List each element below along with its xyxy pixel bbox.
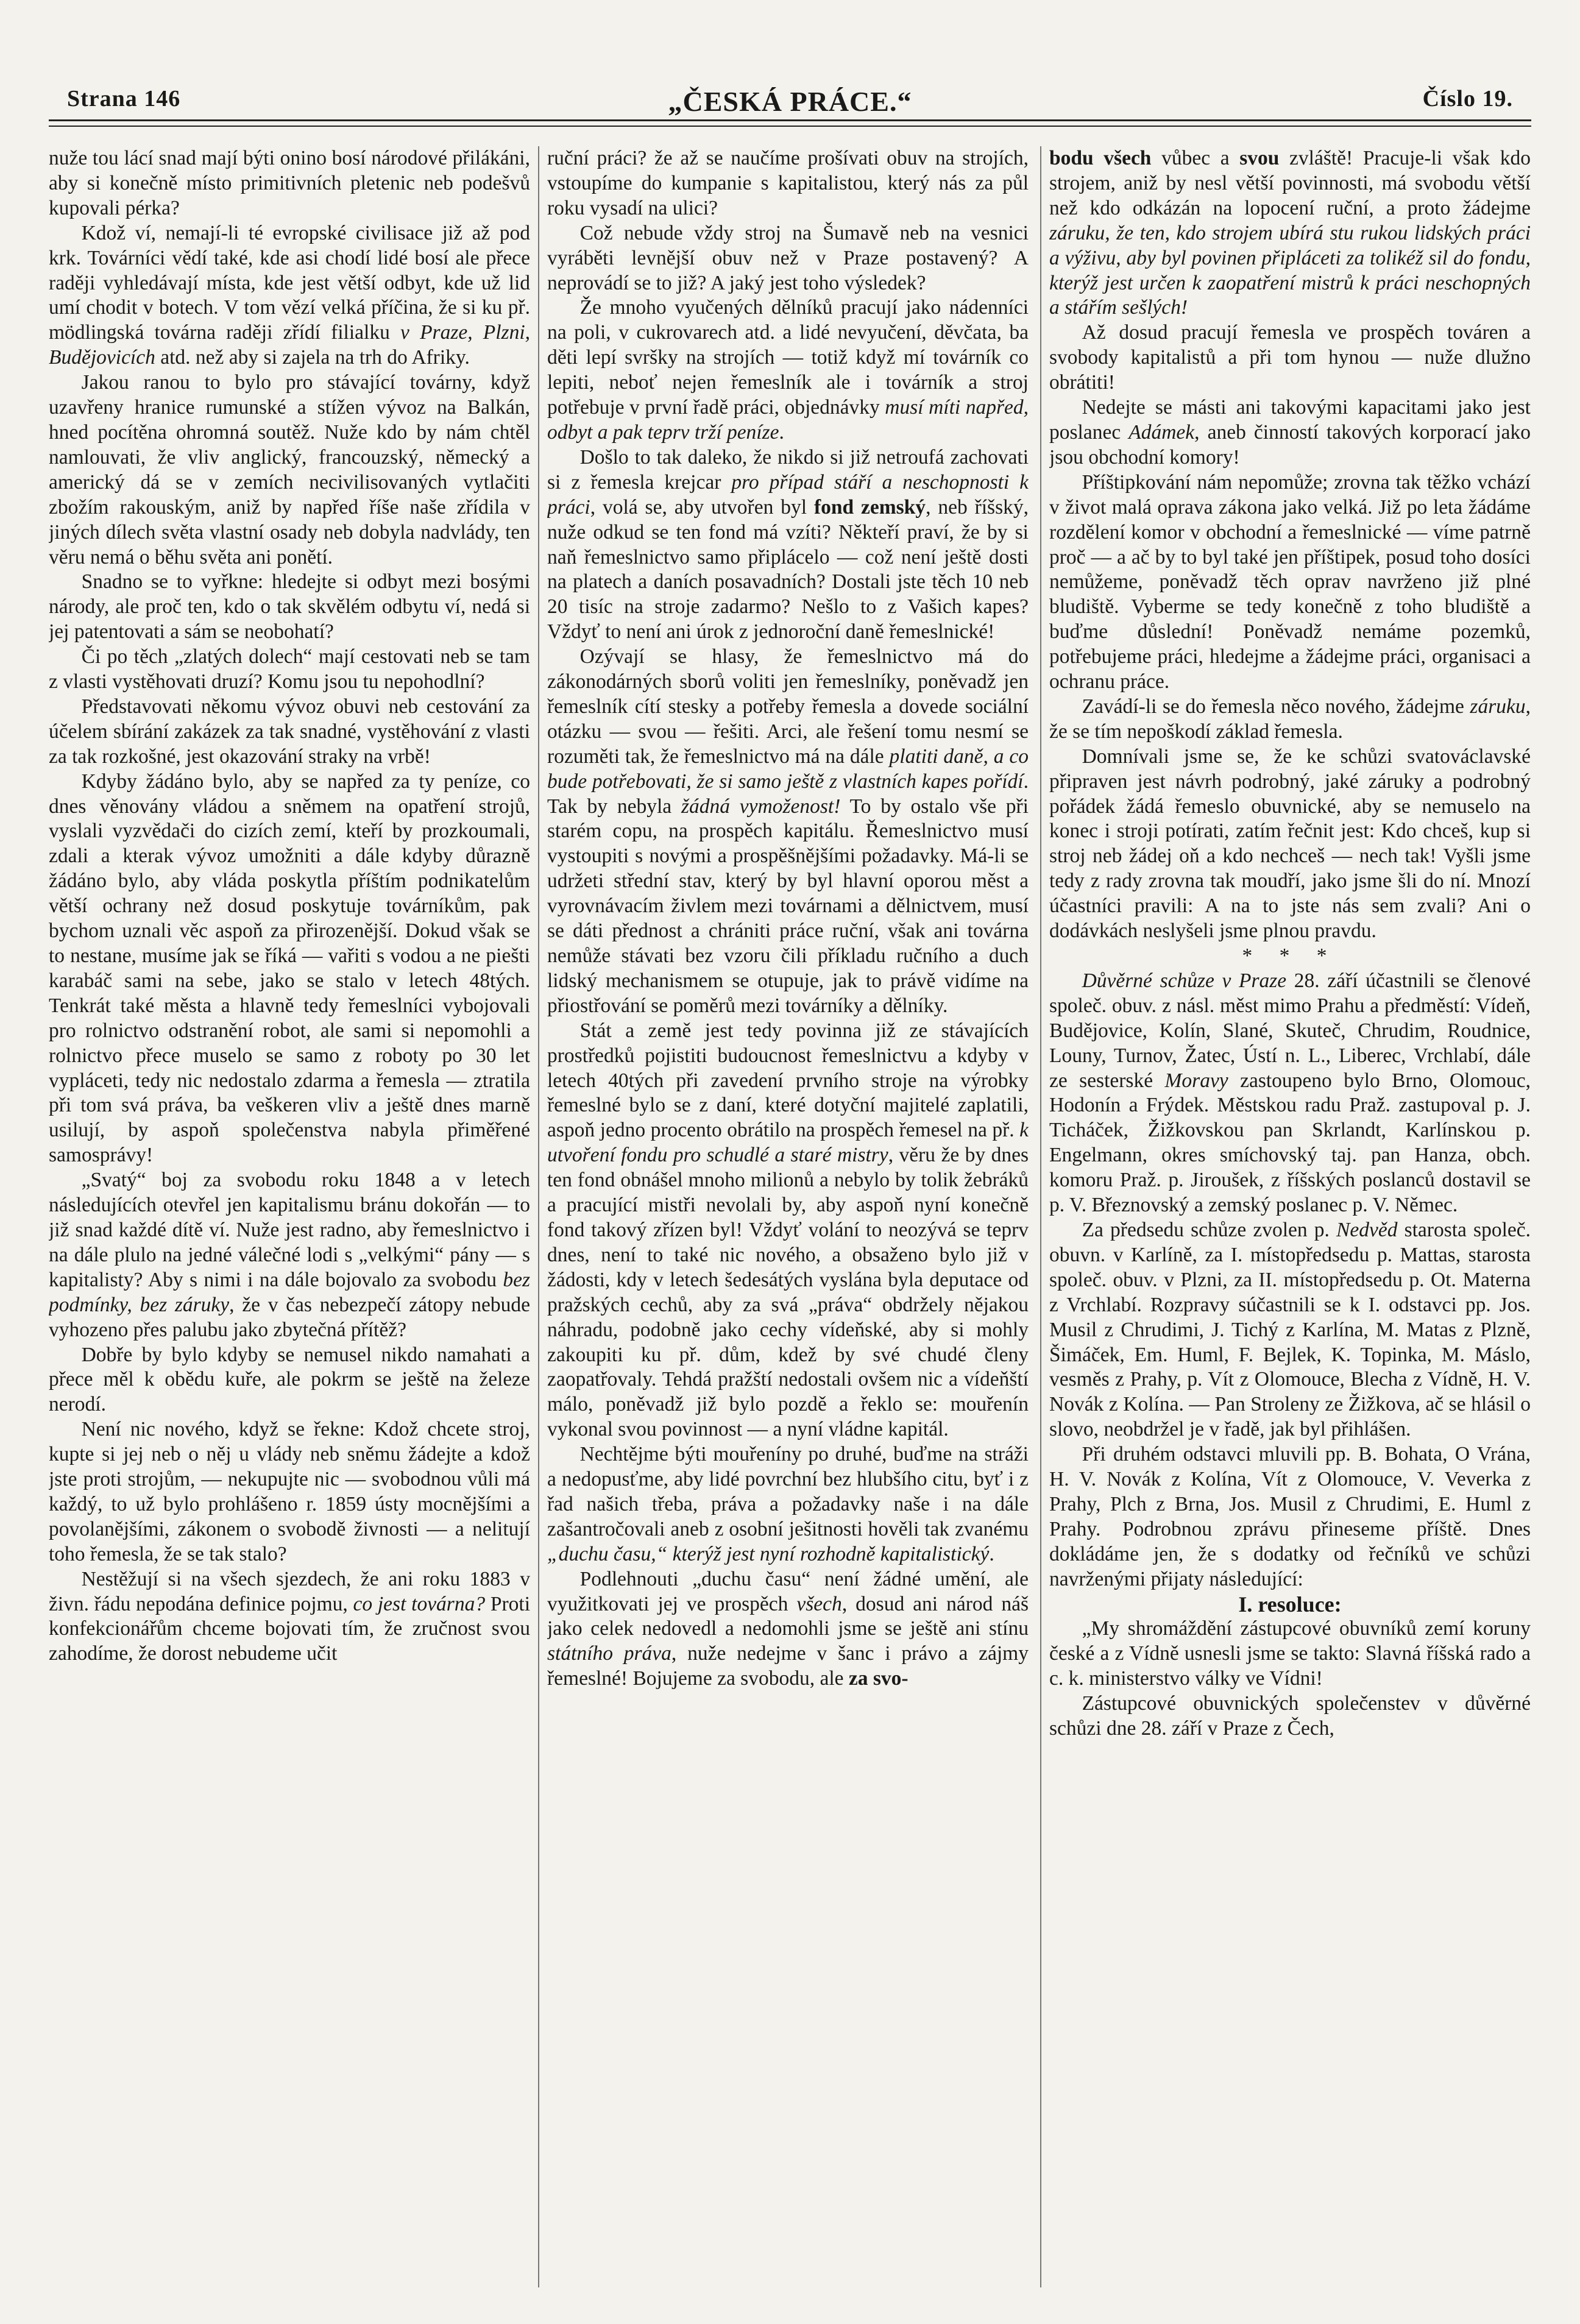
paragraph: Že mnoho vyučených dělníků pracují jako nádenníci na poli, v cukrovarech atd. a lidé nevyučení, děvčata, ba děti lepí svršky na strojích — totiž když mí továrník co lepiti, neboť nejen řemeslník ale i továrník a stroj potřebuje v první řadě práci, objednávky musí míti napřed, odbyt a pak teprv trží peníze.: [547, 296, 1029, 444]
paragraph: Jakou ranou to bylo pro stávající továrny, když uzavřeny hranice rumunské a stížen vývoz na Balkán, hned pocítěna ohromná soutěž. Nuže kdo by nám chtěl namlouvati, že vliv anglický, francouzský, německý a americký dá se v zemích necivilisovaných vytlačiti zbožím rakouským, aniž by napřed říše naše zřídila v jiných dílech světa vlastní osady neb dobyla nadvlády, ten věru nemá o běhu světa ani ponětí.: [49, 371, 530, 569]
text-column-1: [49, 146, 530, 2287]
paragraph: Důvěrné schůze v Praze 28. září účastnili se členové společ. obuv. z násl. měst mimo Prahu a předměstí: Vídeň, Budějovice, Kolín, Slané, Skuteč, Chrudim, Roudnice, Louny, Turnov, Žatec, Ústí n. L., Liberec, Vrchlabí, dále ze sesterské Moravy zastoupeno bylo Brno, Olomouc, Hodonín a Frýdek. Městskou radu Praž. zastupoval p. J. Ticháček, Žižkovskou pan Skrlandt, Karlínskou p. Engelmann, okres smíchovský taj. pan Hanza, obch. komoru Praž. p. Jiroušek, z říšských poslanců dostavil se p. V. Březnovský a zemský poslanec p. V. Němec.: [1049, 969, 1531, 1217]
paragraph: nuže tou lácí snad mají býti onino bosí národové přilákáni, aby si konečně místo primitivních pletenic neb podešvů kupovali pérka?: [49, 147, 530, 219]
paragraph: Podlehnouti „duchu času“ není žádné umění, ale využitkovati jej ve prospěch všech, dosud ani národ náš jako celek nedovedl a nedomohli jsme se ještě ani stínu státního práva, nuže nedejme v šanc i právo a zájmy řemeslné! Bojujeme za svobodu, ale za svo-: [547, 1567, 1029, 1690]
paragraph: Nestěžují si na všech sjezdech, že ani roku 1883 v živn. řádu nepodána definice pojmu, co jest továrna? Proti konfekcionářům chceme bojovati tím, že zručnost svou zahodíme, že dorost nebudeme učit: [49, 1567, 530, 1665]
paragraph: „My shromáždění zástupcové obuvníků zemí koruny české a z Vídně usnesli jsme se takto: Slavná říšská rado a c. k. ministerstvo války ve Vídni!: [1049, 1617, 1531, 1690]
paragraph: Zavádí-li se do řemesla něco nového, žádejme záruku, že se tím nepoškodí základ řemesla.: [1049, 695, 1531, 743]
paragraph: Až dosud pracují řemesla ve prospěch továren a svobody kapitalistů a při tom hynou — nuže dlužno obrátiti!: [1049, 321, 1531, 394]
section-separator: * * *: [1242, 944, 1338, 967]
paragraph: Či po těch „zlatých dolech“ mají cestovati neb se tam z vlasti vystěhovati druzí? Komu jsou tu nepohodlní?: [49, 645, 530, 693]
paragraph: Stát a země jest tedy povinna již ze stávajících prostředků pojistiti budoucnost řemeslnictvu a kdyby v letech 40tých při zavedení prvního stroje na výrobky řemeslné bylo se z daní, které dotyční majitelé zaplatili, aspoň jedno procento obrátilo na prospěch řemesel na př. k utvoření fondu pro schudlé a staré mistry, věru že by dnes ten fond obnášel mnoho milionů a nebylo by tolik žebráků a pracující mistři nevolali by, aby aspoň nyní konečně fond takový zřízen byl! Vždyť volání to neozývá se teprv dnes, není to také nic nového, a obsaženo bylo již v žádosti, kdy v letech šedesátých vyslána byla deputace od pražských cechů, aby za svá „práva“ obdržely nějakou náhradu, podobně jako cechy vídeňské, aby si mohly zakoupiti ku př. dům, kdež by své chudé členy zaopatřovaly. Tehdá pražští nedostali ovšem nic a vídeňští málo, poněvadž již bylo pozdě a řeklo se: mouřenín vykonal svou povinnost — a nyní vládne kapitál.: [547, 1019, 1029, 1441]
paragraph: Dobře by bylo kdyby se nemusel nikdo namahati a přece měl k obědu kuře, ale pokrm se ještě na železe nerodí.: [49, 1343, 530, 1416]
paragraph: Kdož ví, nemají-li té evropské civilisace již až pod krk. Továrníci vědí také, kde asi chodí lidé bosí ale přece raději vyhledávají místa, kde jest větší odbyt, kde už lid umí chodit v botech. V tom vězí velká příčina, že si ku př. mödlingská továrna raději zřídí filialku v Praze, Plzni, Budějovicích atd. než aby si zajela na trh do Afriky.: [49, 221, 530, 369]
paragraph: Nechtějme býti mouřeníny po druhé, buďme na stráži a nedopusťme, aby lidé povrchní bez hlubšího citu, byť i z řad našich třeba, práva a požadavky naše i na dále zašantročovali aneb z osobní ješitnosti hověli tak zvanému „duchu času,“ kterýž jest nyní rozhodně kapitalistický.: [547, 1443, 1029, 1565]
column-divider: [1040, 146, 1041, 2287]
paragraph: Není nic nového, když se řekne: Kdož chcete stroj, kupte si jej neb o něj u vlády neb sněmu žádejte a kdož jste proti strojům, — nekupujte nic — svobodnou vůli má každý, to už bylo prohlášeno r. 1859 ústy mocnějšími a povolanějšími, zákonem o svobodě živnosti — a nelitují toho řemesla, že se tak stalo?: [49, 1418, 530, 1565]
section-heading: I. resoluce:: [1238, 1592, 1342, 1617]
paragraph: Příštipkování nám nepomůže; zrovna tak těžko vchází v život malá oprava zákona jako velká. Již po leta žádáme rozdělení komor v obchodní a řemeslnické — víme patrně proč — a ač by to byl také jen příštipek, posud toho dosíci nemůžeme, poněvadž těch oprav navrženo již plné bludiště. Vyberme se tedy konečně z toho bludiště a buďme důslední! Poněvadž nemáme pozemků, potřebujeme práci, hledejme a žádejme práci, organisaci a ochranu práce.: [1049, 470, 1531, 693]
paragraph: Nedejte se másti ani takovými kapacitami jako jest poslanec Adámek, aneb činností takových korporací jako jsou obchodní komory!: [1049, 396, 1531, 469]
header-rule-thin: [49, 126, 1531, 127]
paragraph: Za předsedu schůze zvolen p. Nedvěd starosta společ. obuvn. v Karlíně, za I. místopředsedu p. Mattas, starosta společ. obuv. v Plzni, za II. místopředsedu p. Ot. Materna z Vrchlabí. Rozpravy súčastnili se k I. odstavci pp. Jos. Musil z Chrudimi, J. Tichý z Karlína, M. Matas z Plzně, Šimáček, Em. Huml, F. Bejlek, K. Topinka, M. Máslo, vesměs z Prahy, p. Vít z Olomouce, Blecha z Vídně, H. V. Novák z Kolína. — Pan Stroleny ze Žižkova, ač se hlásil o slovo, neobdržel je v řadě, jak byl přihlášen.: [1049, 1218, 1531, 1441]
paragraph: „Svatý“ boj za svobodu roku 1848 a v letech následujících otevřel jen kapitalismu bránu dokořán — to již snad každé dítě ví. Nuže jest radno, aby řemeslnictvo i na dále plulo na jedné válečné lodi s „velkými“ pány — s kapitalisty? Aby s nimi i na dále bojovalo za svobodu bez podmínky, bez záruky, že v čas nebezpečí zátopy nebude vyhozeno přes palubu jako zbytečná přítěž?: [49, 1169, 530, 1341]
paragraph: Představovati někomu vývoz obuvi neb cestování za účelem sbírání zakázek za tak snadné, vystěhování z vlasti za tak rozkošné, jest okazování straky na vrbě!: [49, 695, 530, 768]
paragraph: Došlo to tak daleko, že nikdo si již netroufá zachovati si z řemesla krejcar pro případ stáří a neschopnosti k práci, volá se, aby utvořen byl fond zemský, neb říšský, nuže odkud se ten fond má vzíti? Někteří praví, že by si naň řemeslnictvo samo připlácelo — což není ještě dosti na platech a daních posavadních? Dostali jste těch 10 neb 20 tisíc na stroje zadarmo? Nešlo to z Vašich kapes? Vždyť to není ani úrok z jednoroční daně řemeslnické!: [547, 445, 1029, 643]
paragraph: Což nebude vždy stroj na Šumavě neb na vesnici vyráběti levnější obuv než v Praze postavený? A neprovádí se to již? A jaký jest toho výsledek?: [547, 221, 1029, 294]
text-column-3: [1049, 146, 1531, 2287]
paragraph: ruční práci? že až se naučíme prošívati obuv na strojích, vstoupíme do kumpanie s kapitalistou, který nás za půl roku vysadí na ulici?: [547, 147, 1029, 219]
paragraph: Ozývají se hlasy, že řemeslnictvo má do zákonodárných sborů voliti jen řemeslníky, poněvadž jen řemeslník cítí stesky a potřeby řemesla a dovede sociální otázku — svou — řešiti. Arci, ale řešení tomu nesmí se rozuměti tak, že řemeslnictvo má na dále platiti daně, a co bude potřebovati, že si samo ještě z vlastních kapes pořídí. Tak by nebyla žádná vymoženost! To by ostalo vše při starém copu, na prospěch kapitálu. Řemeslnictvo musí vystoupiti s novými a prospěšnějšími požadavky. Má-li se udržeti střední stav, který by byl hlavní oporou měst a vyrovnávacím živlem mezi továrnami a dělnictvem, musí se dáti přednost a chrániti práce ruční, však ani továrna nemůže stávati bez vzoru čili příkladu ručního a duch lidský mechanismem se otupuje, jak to právě vidíme na přiostřování se poměrů mezi továrníky a dělníky.: [547, 645, 1029, 1017]
paragraph: Domnívali jsme se, že ke schůzi svatováclavské připraven jest návrh podrobný, jaké záruky a podrobný pořádek žádá řemeslo obuvnické, aby se nemuselo na konec i stroji potírati, zatím řečnit jest: Kdo chceš, kup si stroj neb žádej oň a kdo nechceš — nech tak! Vyšli jsme tedy z rady zrovna tak moudří, jako jsme šli do ní. Mnozí účastníci pravili: A na to jste nás sem zvali? Ani o dodávkách neslyšeli jsme plnou pravdu.: [1049, 745, 1531, 943]
paragraph: bodu všech vůbec a svou zvláště! Pracuje-li však kdo strojem, aniž by nesl větší povinnosti, má svobodu větší než kdo odkázán na lopocení ruční, a proto žádejme záruku, že ten, kdo strojem ubírá stu rukou lidských práci a výživu, aby byl povinen připláceti za tolikéž sil do fondu, kterýž jest určen k zaopatření mistrů k práci neschopných a stářím sešlých!: [1049, 147, 1531, 319]
paragraph: Kdyby žádáno bylo, aby se napřed za ty peníze, co dnes věnovány vládou a sněmem na opatření strojů, vyslali vyzvědači do cizích zemí, kteří by prozkoumali, zdali a kterak vývoz umožniti a dále kdyby důrazně žádáno bylo, aby vláda poskytla příštím podnikatelům větší ochrany než dosud poskytuje továrníkům, pak bychom uznali věc aspoň za přirozenější. Dokud však se to nestane, musíme jak se říká — vařiti s vodou a ne piešti karabáč sami na sebe, jako se stalo v letech 48tých. Tenkrát také města a hlavně tedy řemeslníci vybojovali pro rolnictvo odstranění robot, ale sami si nepomohli a rolnictvo přece muselo se samo z roboty po 30 let vypláceti, tedy nic nedostalo zdarma a řemesla — ztratila při tom svá práva, ba veškeren vliv a ještě dnes marně usilují, by aspoň společenstva nabyla přiměřené samosprávy!: [49, 770, 530, 1167]
column-divider: [538, 146, 539, 2287]
issue-number: Číslo 19.: [1422, 86, 1513, 112]
text-column-2: [547, 146, 1029, 2287]
page-header: [61, 85, 1519, 128]
header-rule: [49, 119, 1531, 121]
paragraph: Při druhém odstavci mluvili pp. B. Bohata, O Vrána, H. V. Novák z Kolína, Vít z Olomouce, V. Veverka z Prahy, Plch z Brna, Jos. Musil z Chrudimi, E. Huml z Prahy. Podrobnou zprávu přineseme příště. Dnes dokládáme jen, že s dodatky od řečníků ve schůzi navrženými přijaty následující:: [1049, 1443, 1531, 1590]
paragraph: Snadno se to vyřkne: hledejte si odbyt mezi bosými národy, ale proč ten, kdo o tak skvělém odbytu ví, nedá si jej patentovati a sám se neobohatí?: [49, 570, 530, 643]
paragraph: Zástupcové obuvnických společenstev v důvěrné schůzi dne 28. září v Praze z Čech,: [1049, 1692, 1531, 1740]
newspaper-title: „ČESKÁ PRÁCE.“: [668, 86, 912, 117]
page-number: Strana 146: [67, 86, 181, 112]
